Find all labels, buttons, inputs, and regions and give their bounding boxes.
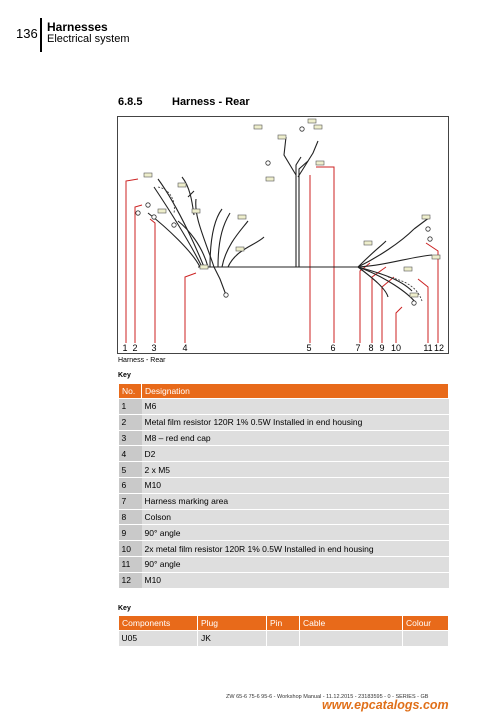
designation-text: 2x metal film resistor 120R 1% 0.5W Installed in end housing (142, 541, 449, 557)
page-number: 136 (16, 26, 38, 41)
designation-key-label: Key (118, 372, 131, 379)
designation-text: 2 x M5 (142, 462, 449, 478)
designation-no: 5 (119, 462, 142, 478)
designation-no: 10 (119, 541, 142, 557)
designation-no: 9 (119, 525, 142, 541)
header-divider (40, 18, 42, 52)
harness-drawing (118, 117, 450, 355)
callout-5: 5 (306, 343, 312, 353)
designation-no: 3 (119, 430, 142, 446)
designation-no: 6 (119, 477, 142, 493)
designation-no: 11 (119, 556, 142, 572)
designation-row (119, 477, 449, 493)
designation-text: Metal film resistor 120R 1% 0.5W Installed in end housing (142, 414, 449, 430)
components-cell-cable (300, 631, 403, 646)
header-pin: Pin (267, 616, 300, 631)
designation-row (119, 509, 449, 525)
designation-text: Colson (142, 509, 449, 525)
designation-row (119, 399, 449, 415)
connector-tags (144, 119, 440, 297)
designation-no: 2 (119, 414, 142, 430)
designation-row (119, 430, 449, 446)
designation-no: 8 (119, 509, 142, 525)
designation-no: 7 (119, 493, 142, 509)
callout-2: 2 (132, 343, 138, 353)
components-row (119, 631, 449, 646)
designation-text: M8 – red end cap (142, 430, 449, 446)
components-cell-plug: JK (198, 631, 267, 646)
designation-no: 1 (119, 399, 142, 415)
diagram-caption: Harness - Rear (118, 357, 166, 364)
components-key-label: Key (118, 605, 131, 612)
callout-1: 1 (122, 343, 128, 353)
section-number: 6.8.5 (118, 96, 143, 108)
designation-no: 4 (119, 446, 142, 462)
callout-11: 11 (423, 343, 433, 353)
designation-table (118, 383, 449, 588)
designation-header-row (119, 384, 449, 399)
designation-row (119, 541, 449, 557)
callout-7: 7 (355, 343, 361, 353)
header-plug: Plug (198, 616, 267, 631)
designation-row (119, 572, 449, 587)
callout-9: 9 (379, 343, 385, 353)
header-subtitle: Electrical system (47, 33, 130, 45)
designation-row (119, 462, 449, 478)
callout-12: 12 (433, 343, 445, 353)
designation-text: M10 (142, 572, 449, 587)
designation-text: 90° angle (142, 525, 449, 541)
watermark: www.epcatalogs.com (322, 698, 449, 712)
wires (148, 137, 432, 303)
designation-text: 90° angle (142, 556, 449, 572)
designation-row (119, 414, 449, 430)
header-title: Harnesses (47, 20, 108, 34)
designation-text: M6 (142, 399, 449, 415)
callout-3: 3 (151, 343, 157, 353)
callout-4: 4 (182, 343, 188, 353)
designation-text: D2 (142, 446, 449, 462)
designation-text: M10 (142, 477, 449, 493)
callout-8: 8 (368, 343, 374, 353)
designation-row (119, 556, 449, 572)
designation-row (119, 446, 449, 462)
callout-10: 10 (390, 343, 402, 353)
components-table (118, 615, 449, 646)
harness-diagram (117, 116, 449, 354)
callout-6: 6 (330, 343, 336, 353)
components-cell-pin (267, 631, 300, 646)
section-title: Harness - Rear (172, 96, 250, 108)
callout-lines (126, 167, 438, 343)
header-cable: Cable (300, 616, 403, 631)
header-designation: Designation (142, 384, 449, 399)
header-colour: Colour (403, 616, 449, 631)
designation-row (119, 493, 449, 509)
header-components: Components (119, 616, 198, 631)
components-header-row (119, 616, 449, 631)
footer-text: ZW 65-6 75-6 95-6 - Workshop Manual - 11.12.2015 - 23183595 - 0 - SERIES - GB (226, 694, 429, 700)
designation-row (119, 525, 449, 541)
components-cell-colour (403, 631, 449, 646)
components-cell-component: U05 (119, 631, 198, 646)
designation-no: 12 (119, 572, 142, 587)
header-no: No. (119, 384, 142, 399)
designation-text: Harness marking area (142, 493, 449, 509)
